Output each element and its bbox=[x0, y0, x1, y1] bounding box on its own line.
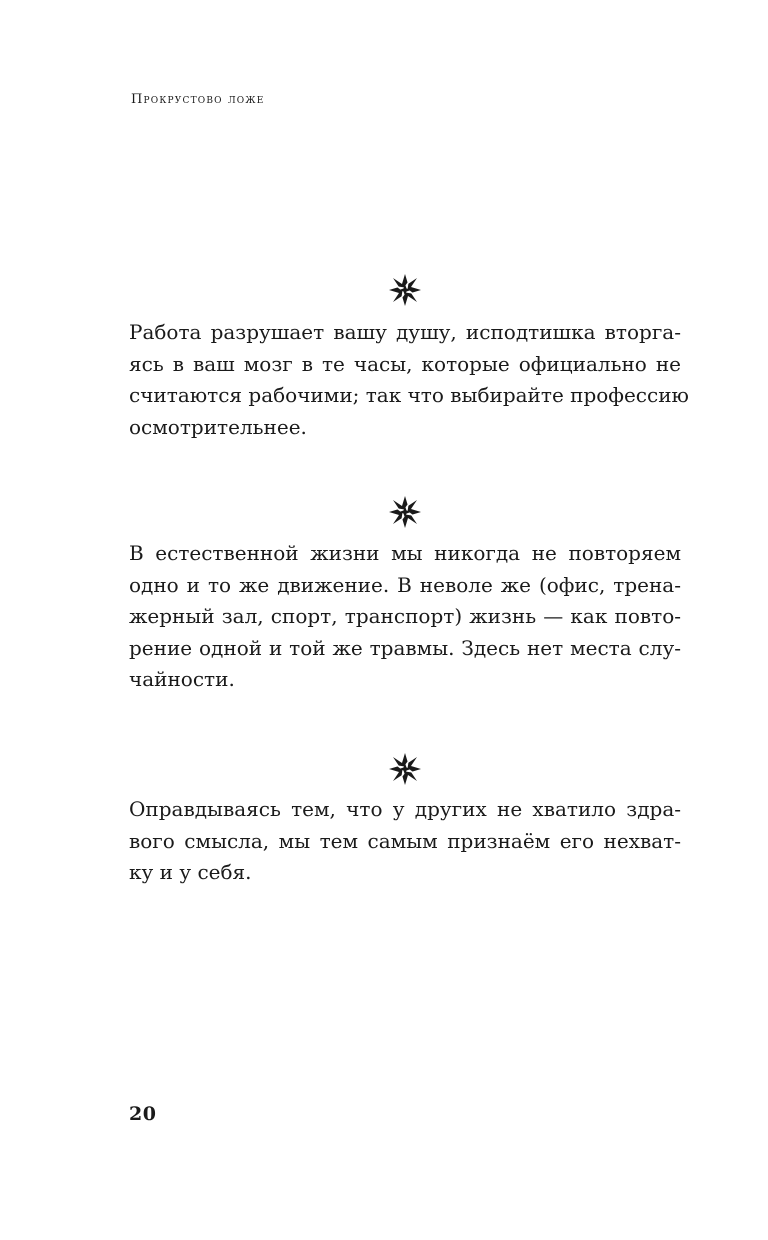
page-number: 20 bbox=[129, 1103, 157, 1125]
text-line: рение одной и той же травмы. Здесь нет места слу- bbox=[129, 635, 681, 660]
text-line: Работа разрушает вашу душу, исподтишка вторга- bbox=[129, 320, 681, 344]
text-line: ясь в ваш мозг в те часы, которые официально не bbox=[129, 351, 681, 376]
star-ornament-icon bbox=[387, 751, 423, 787]
aphorism-3 bbox=[129, 794, 681, 889]
text-line: вого смысла, мы тем самым признаём его нехват- bbox=[129, 828, 681, 853]
text-line: Оправдываясь тем, что у других не хватило здра- bbox=[129, 797, 681, 821]
text-line: ку и у себя. bbox=[129, 860, 252, 884]
text-line: осмотрительнее. bbox=[129, 414, 307, 439]
text-line: чайности. bbox=[129, 667, 235, 691]
star-ornament-icon bbox=[387, 494, 423, 530]
running-head: Прокрустово ложе bbox=[131, 92, 265, 107]
star-ornament-icon bbox=[387, 272, 423, 308]
text-line: одно и то же движение. В неволе же (офис, трена- bbox=[129, 572, 681, 597]
text-line: жерный зал, спорт, транспорт) жизнь — как повто- bbox=[129, 604, 681, 628]
text-line: считаются рабочими; так что выбирайте профессию bbox=[129, 383, 689, 407]
aphorism-1 bbox=[129, 317, 689, 443]
aphorism-2 bbox=[129, 538, 681, 696]
text-line: В естественной жизни мы никогда не повторяем bbox=[129, 541, 681, 565]
